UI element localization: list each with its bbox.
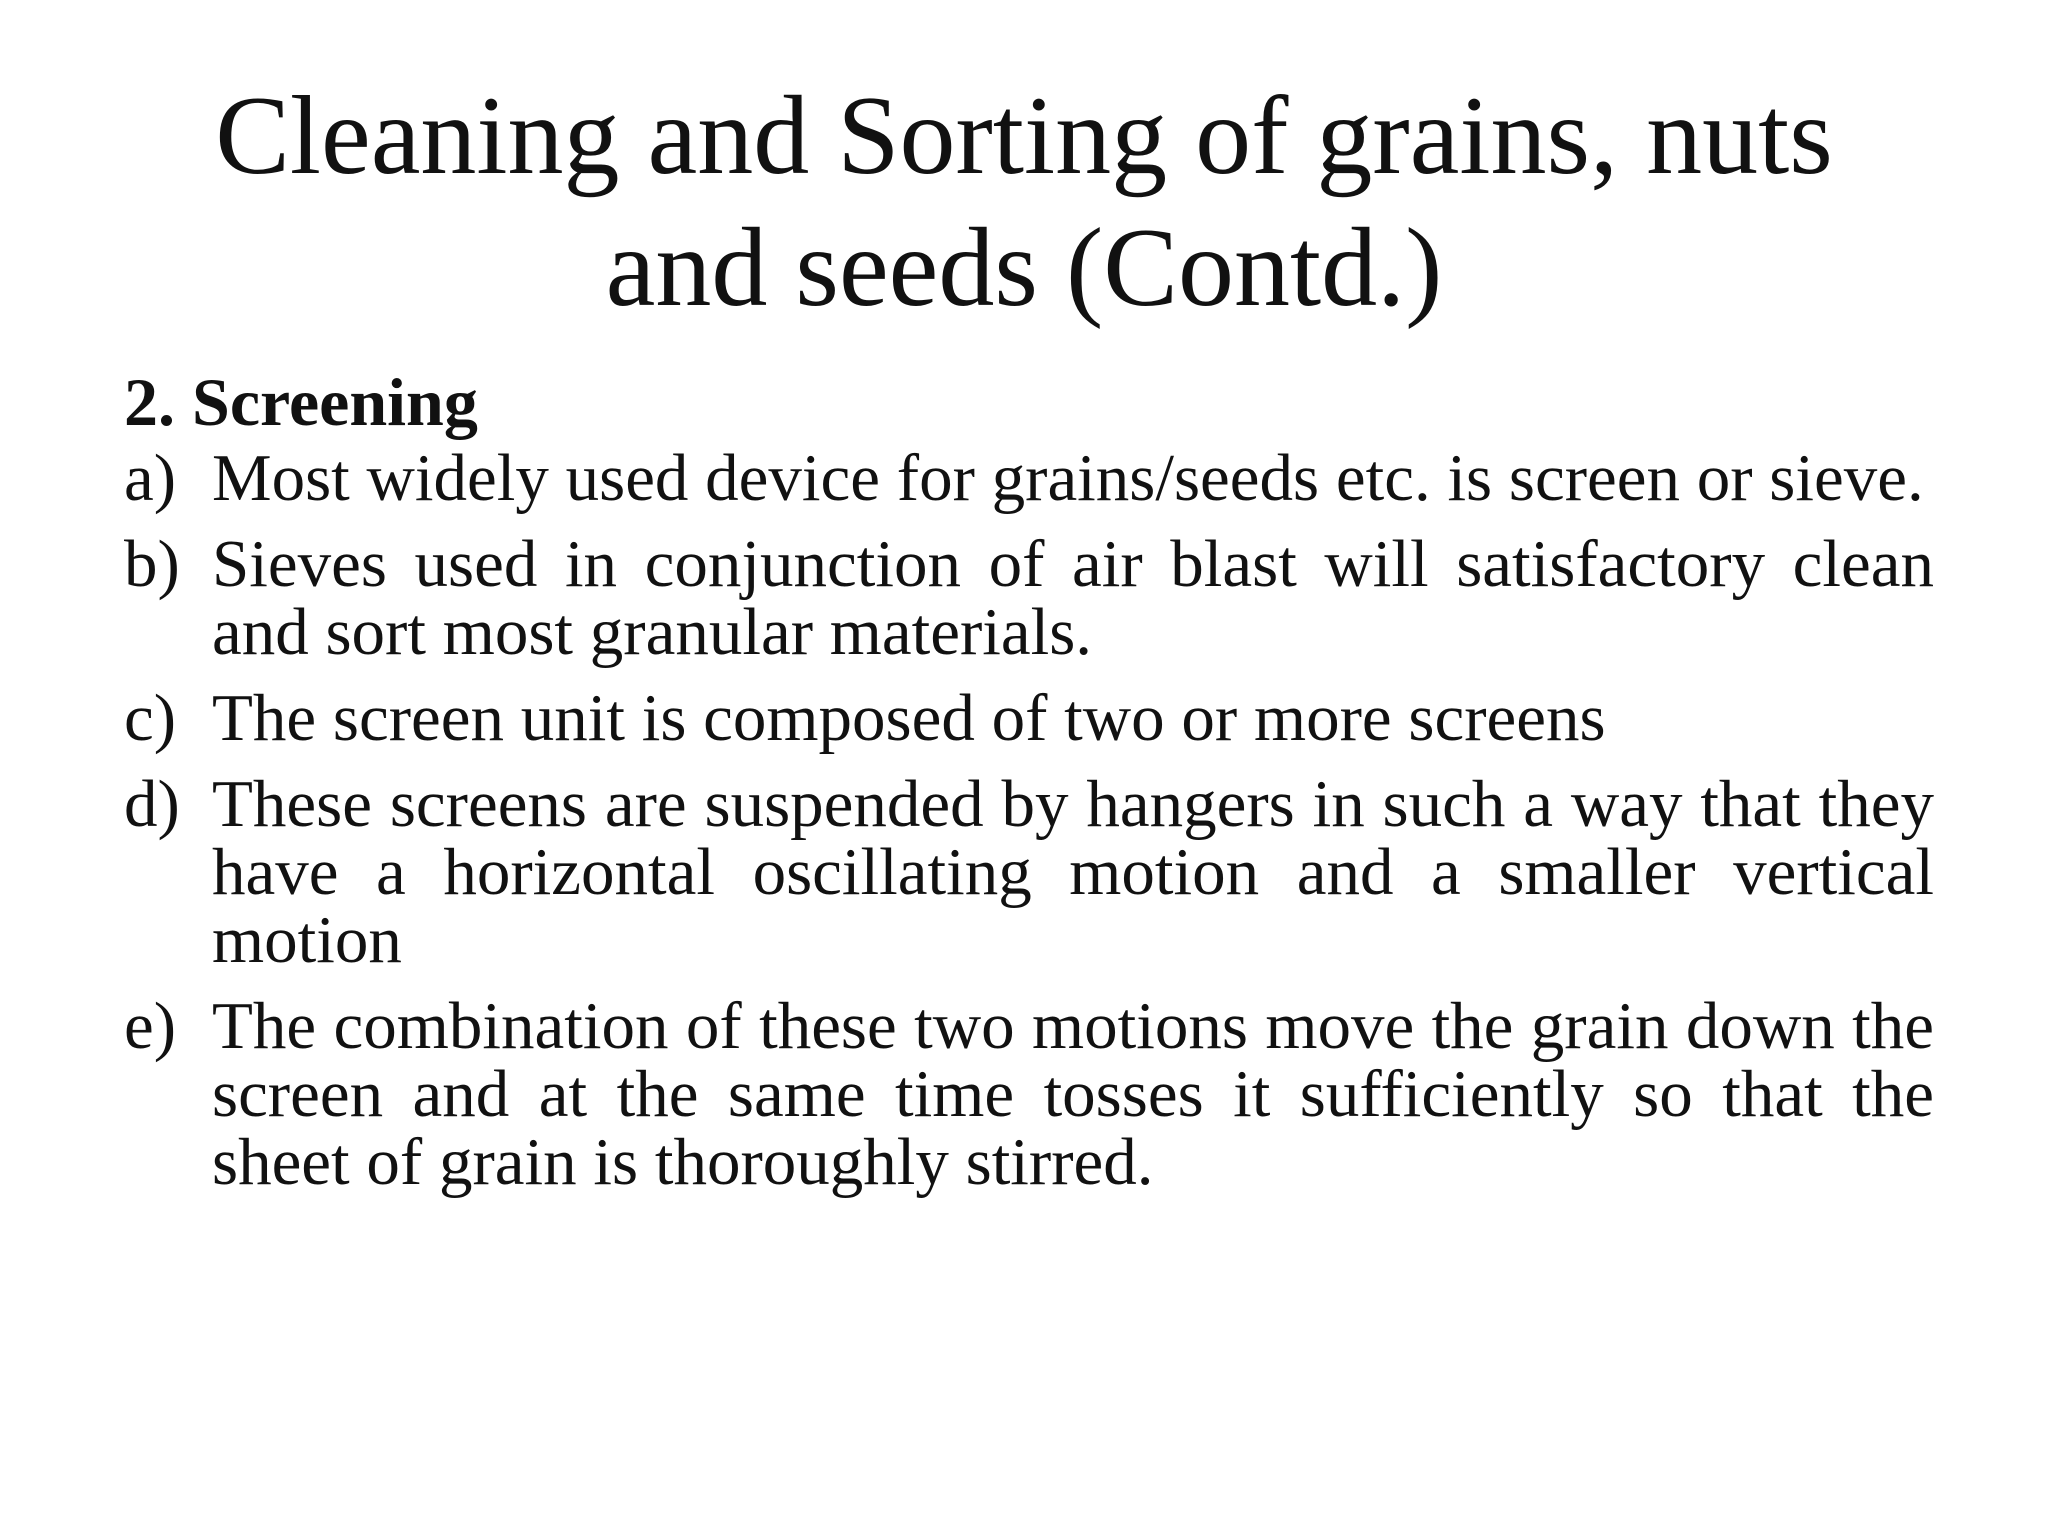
slide-title <box>0 70 2048 334</box>
list-item <box>124 441 1934 515</box>
list-item-marker: a) <box>124 441 177 515</box>
list-item-marker: e) <box>124 989 177 1063</box>
list-item <box>124 681 1934 755</box>
list-item-text: Sieves used in conjunction of air blast will satisfactory clean and sort most granular materials. <box>212 527 1934 669</box>
list-item-marker: c) <box>124 681 177 755</box>
slide-title-line-1: Cleaning and Sorting of grains, nuts <box>215 74 1833 198</box>
list-item-marker: d) <box>124 767 180 841</box>
list-item <box>124 767 1934 977</box>
list-item-text: These screens are suspended by hangers in such a way that they have a horizontal oscillating motion and a smaller vertical motion <box>212 767 1934 977</box>
slide-title-line-2: and seeds (Contd.) <box>605 206 1443 330</box>
list-item <box>124 989 1934 1199</box>
screening-points-list <box>124 441 1934 1199</box>
list-item-text: The screen unit is composed of two or more screens <box>212 681 1606 755</box>
section-heading: 2. Screening <box>124 364 478 440</box>
slide-content <box>124 362 1934 1214</box>
list-item-text: The combination of these two motions move the grain down the screen and at the same time tosses it sufficiently so that the sheet of grain is thoroughly stirred. <box>212 989 1934 1199</box>
list-item <box>124 527 1934 669</box>
list-item-text: Most widely used device for grains/seeds etc. is screen or sieve. <box>212 441 1924 515</box>
list-item-marker: b) <box>124 527 180 601</box>
